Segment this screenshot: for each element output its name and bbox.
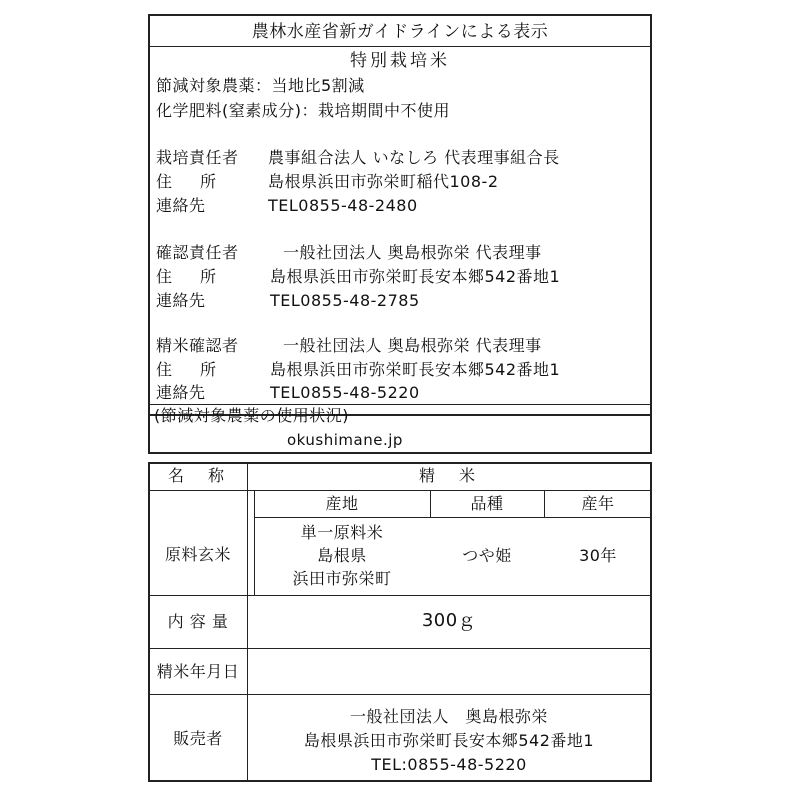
milling-address: 島根県浜田市弥栄町長安本郷542番地1	[270, 360, 561, 379]
year-header: 産年	[581, 494, 615, 513]
origin-header: 産地	[325, 494, 359, 513]
seller-line-3: TEL:0855-48-5220	[371, 755, 527, 774]
milling-tel: TEL0855-48-5220	[270, 383, 420, 402]
row-divider-content	[149, 648, 651, 649]
name-value: 精 米	[418, 466, 479, 485]
cultivation-contact-label: 連絡先	[156, 196, 206, 215]
confirmation-role: 確認責任者	[156, 243, 239, 262]
rice-type: 特別栽培米	[350, 51, 450, 71]
cultivation-address: 島根県浜田市弥栄町稲代108-2	[268, 172, 499, 191]
milling-date-label: 精米年月日	[156, 662, 240, 681]
cultivation-tel: TEL0855-48-2480	[268, 196, 418, 215]
milling-role: 精米確認者	[156, 336, 239, 355]
raw-rice-label: 原料玄米	[164, 545, 231, 564]
row-divider-milling-date	[149, 694, 651, 695]
year-value: 30年	[579, 546, 617, 565]
title-divider	[149, 46, 651, 47]
usage-status-label: (節減対象農薬の使用状況)	[154, 406, 349, 425]
milling-contact-label: 連絡先	[156, 383, 206, 402]
confirmation-tel: TEL0855-48-2785	[270, 291, 420, 310]
confirmation-address: 島根県浜田市弥栄町長安本郷542番地1	[270, 267, 561, 286]
cultivation-role: 栽培責任者	[156, 148, 239, 167]
content-value: 300ｇ	[421, 610, 477, 631]
name-label: 名 称	[167, 466, 228, 485]
pesticide-reduction: 節減対象農薬：当地比5割減	[156, 76, 365, 95]
origin-line-3: 浜田市弥栄町	[292, 569, 392, 588]
content-label: 内 容 量	[167, 612, 229, 631]
confirmation-name: 一般社団法人 奥島根弥栄 代表理事	[283, 243, 542, 262]
seller-line-2: 島根県浜田市弥栄町長安本郷542番地1	[303, 731, 595, 750]
guideline-title: 農林水産省新ガイドラインによる表示	[251, 22, 549, 42]
fertilizer-usage: 化学肥料(窒素成分)：栽培期間中不使用	[156, 101, 450, 120]
cultivation-address-label: 住 所	[156, 172, 223, 191]
origin-line-1: 単一原料米	[300, 523, 384, 542]
row-divider-raw-rice	[149, 595, 651, 596]
milling-name: 一般社団法人 奥島根弥栄 代表理事	[283, 336, 542, 355]
milling-address-label: 住 所	[156, 360, 223, 379]
variety-header: 品種	[470, 494, 504, 513]
seller-label: 販売者	[173, 729, 223, 748]
origin-line-2: 島根県	[317, 546, 367, 565]
website-url: okushimane.jp	[287, 431, 403, 449]
cultivation-name: 農事組合法人 いなしろ 代表理事組合長	[268, 148, 560, 167]
seller-line-1: 一般社団法人 奥島根弥栄	[349, 707, 548, 726]
confirmation-contact-label: 連絡先	[156, 291, 206, 310]
row-divider-raw-rice-sub	[254, 517, 651, 518]
row-divider-name	[149, 490, 651, 491]
confirmation-address-label: 住 所	[156, 267, 223, 286]
variety-value: つや姫	[462, 546, 512, 565]
